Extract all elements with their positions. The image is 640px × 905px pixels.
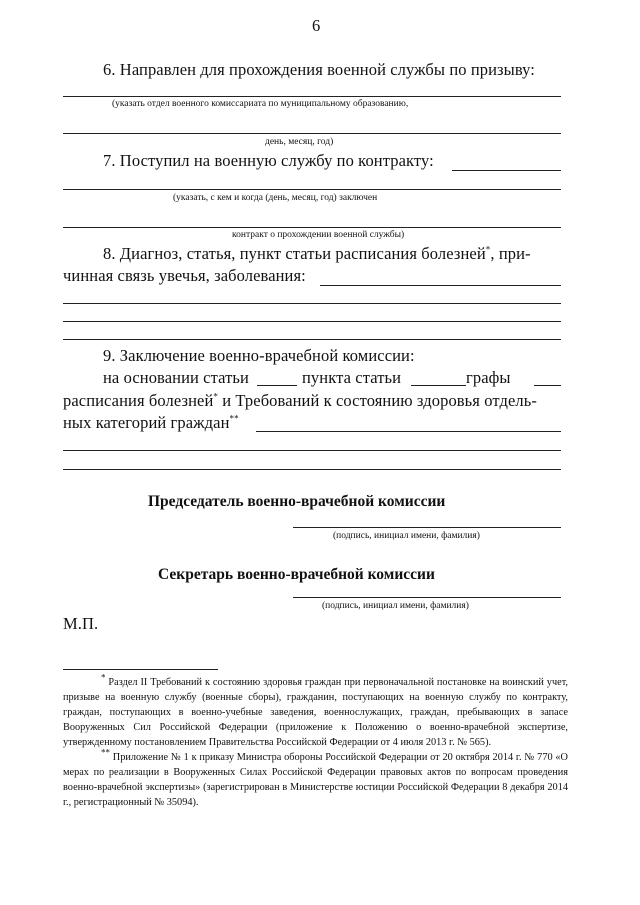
section8-line-1-end: , при- (490, 244, 531, 263)
footnote-separator (63, 669, 218, 670)
chairman-signature-line[interactable] (293, 527, 561, 528)
chairman-title: Председатель военно-врачебной комиссии (148, 493, 446, 510)
section9-line-4-text: ных категорий граждан (63, 413, 230, 432)
section7-blank-inline[interactable] (452, 170, 561, 171)
footnote-2-mark: ** (101, 747, 110, 758)
point-blank[interactable] (411, 385, 466, 386)
section8-blank-inline[interactable] (320, 285, 561, 286)
footnote-1 (63, 672, 568, 750)
section6-hint-2: день, месяц, год) (265, 137, 334, 147)
section9-blank-line-1[interactable] (63, 450, 561, 451)
secretary-signature-hint: (подпись, инициал имени, фамилия) (322, 601, 469, 611)
footnote-mark: * (485, 244, 491, 255)
section7-hint-1: (указать, с кем и когда (день, месяц, год) заключен (173, 193, 378, 203)
section9-line-4 (63, 413, 239, 433)
chairman-signature-hint: (подпись, инициал имени, фамилия) (333, 531, 480, 541)
section7-blank-line-1[interactable] (63, 189, 561, 190)
footnote-1-text: Раздел II Требований к состоянию здоровья граждан при первоначальной постановке на воинский учет, призыве на военную службу (военные сборы), гражданин, поступающих на военную службу по контракту, граждан, поступающих в военно-учебные заведения, военнослужащих, граждан, пребывающих в запасе Вооруженных Сил Российской Федерации (приложение к Положению о военно-врачебной экспертизе, утвержденному постановлением Правительства Российской Федерации от 4 июля 2013 г. № 565). (63, 677, 568, 748)
footnote-2 (63, 747, 568, 810)
stamp-place: М.П. (63, 614, 99, 633)
footnotes (63, 672, 568, 810)
section9-line-3-text-b: и Требований к состоянию здоровья отдель- (217, 391, 537, 410)
section8-line-1 (103, 244, 531, 264)
section9-line-3 (63, 391, 537, 411)
section8-blank-line-3[interactable] (63, 339, 561, 340)
secretary-title: Секретарь военно-врачебной комиссии (158, 566, 435, 583)
section7-text: 7. Поступил на военную службу по контракту: (103, 151, 434, 170)
section6-hint-1: (указать отдел военного комиссариата по муниципальному образованию, (112, 99, 409, 109)
footnote-2-text: Приложение № 1 к приказу Министра обороны Российской Федерации от 20 октября 2014 г. № 770 «О мерах по реализации в Вооруженных Силах Российской Федерации правовых актов по вопросам проведения военно-врачебной экспертизы» (зарегистрирован в Министерстве юстиции Российской Федерации 8 декабря 2014 г., регистрационный № 35094). (63, 752, 568, 808)
page-number: 6 (312, 16, 321, 35)
section7-hint-2: контракт о прохождении военной службы) (232, 230, 405, 240)
section9-column-label: графы (466, 368, 511, 387)
section9-title: 9. Заключение военно-врачебной комиссии: (103, 346, 415, 365)
section9-point-label: пункта статьи (302, 368, 402, 387)
section8-line-1-text: 8. Диагноз, статья, пункт статьи расписания болезней (103, 244, 486, 263)
section6-text: 6. Направлен для прохождения военной службы по призыву: (103, 60, 535, 79)
section9-blank-inline[interactable] (256, 431, 561, 432)
section9-blank-line-2[interactable] (63, 469, 561, 470)
footnote-mark: * (213, 391, 218, 402)
secretary-signature-line[interactable] (293, 597, 561, 598)
section8-blank-line-2[interactable] (63, 321, 561, 322)
section8-line-2: чинная связь увечья, заболевания: (63, 266, 306, 285)
section6-blank-line-2[interactable] (63, 133, 561, 134)
article-blank[interactable] (257, 385, 297, 386)
section6-blank-line-1[interactable] (63, 96, 561, 97)
section9-line-3-text-a: расписания болезней (63, 391, 214, 410)
section7-blank-line-2[interactable] (63, 227, 561, 228)
footnote-mark: ** (229, 413, 239, 424)
section9-basis-prefix: на основании статьи (103, 368, 249, 387)
section8-blank-line-1[interactable] (63, 303, 561, 304)
column-blank[interactable] (534, 385, 561, 386)
footnote-1-mark: * (101, 672, 106, 683)
